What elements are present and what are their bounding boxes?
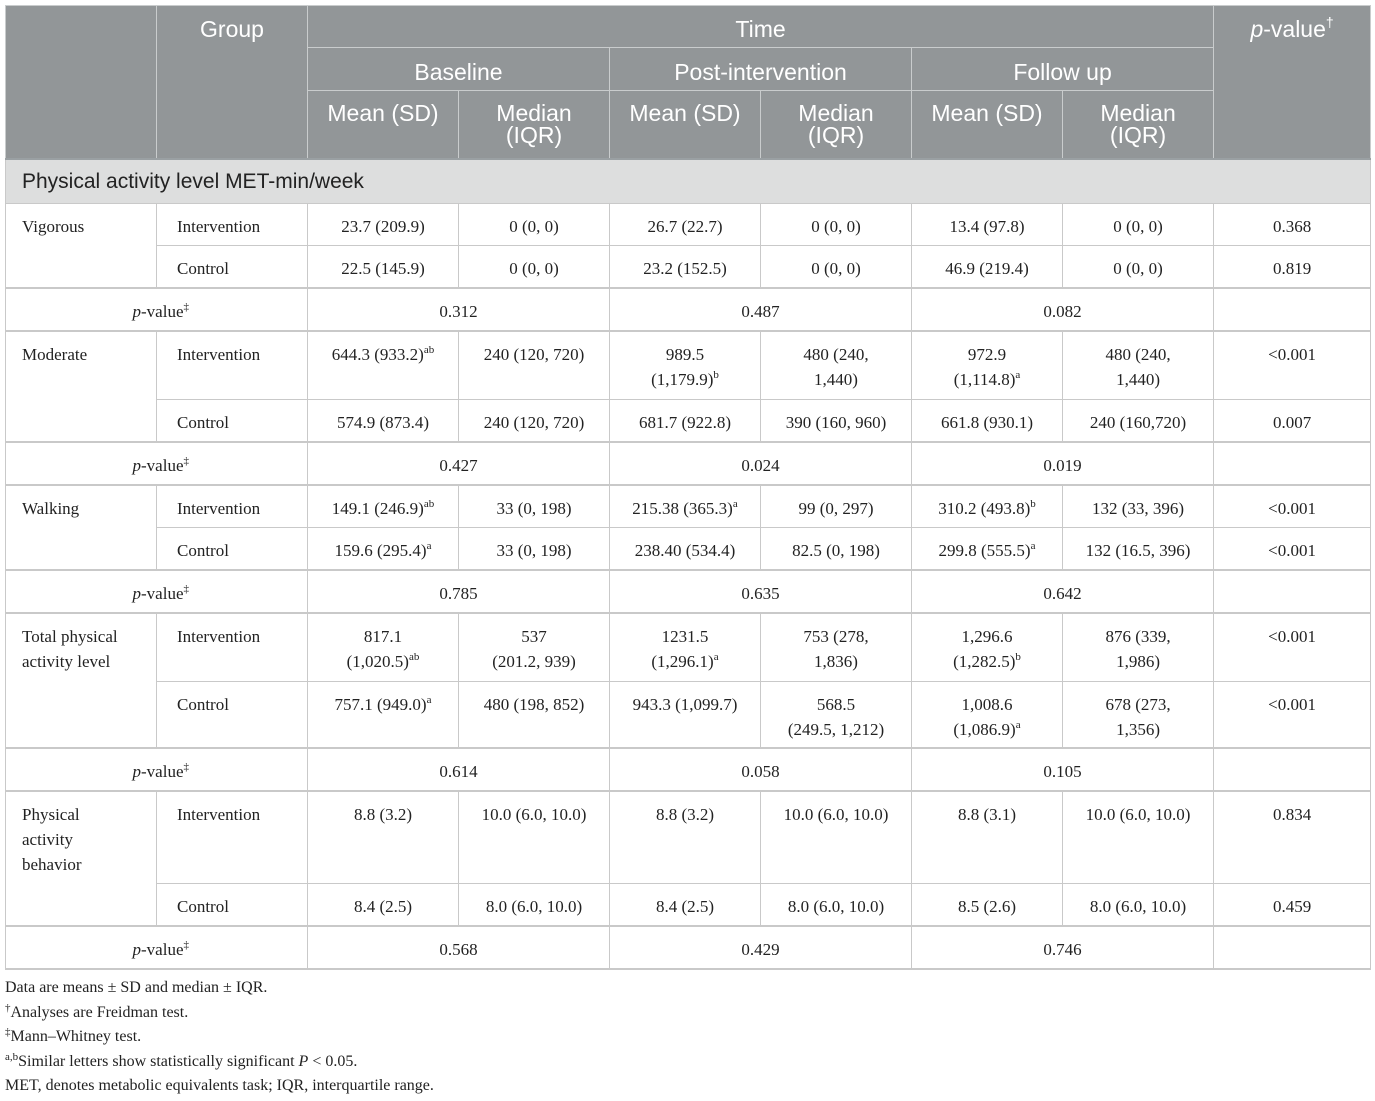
value-cell: 1231.5 $(1,296.1)^a$ bbox=[610, 613, 761, 681]
table-footnotes bbox=[5, 976, 434, 1099]
between-pvalue: 0.024 bbox=[610, 442, 912, 485]
value-cell: 46.9 (219.4) bbox=[912, 245, 1063, 288]
between-pvalue: 0.487 bbox=[610, 288, 912, 331]
pvalue-row-label: p-value‡ bbox=[6, 442, 308, 485]
group-cell: Intervention bbox=[157, 485, 308, 527]
header-post-intervention: Post-intervention bbox=[610, 48, 912, 91]
pvalue-cell: <0.001 bbox=[1214, 681, 1371, 748]
value-cell: 33 (0, 198) bbox=[459, 485, 610, 527]
value-cell: 0 (0, 0) bbox=[761, 203, 912, 245]
table-row bbox=[6, 331, 1371, 399]
group-cell: Intervention bbox=[157, 791, 308, 883]
between-pvalue: 0.746 bbox=[912, 926, 1214, 969]
between-pvalue: 0.019 bbox=[912, 442, 1214, 485]
table-row bbox=[6, 399, 1371, 442]
empty-cell bbox=[1214, 570, 1371, 613]
value-cell: 0 (0, 0) bbox=[1063, 245, 1214, 288]
group-cell: Intervention bbox=[157, 613, 308, 681]
value-cell: 0 (0, 0) bbox=[459, 203, 610, 245]
footnote: $^{a,b}$Similar letters show statistically significant P < 0.05. bbox=[5, 1050, 358, 1070]
value-cell: 240 (120, 720) bbox=[459, 399, 610, 442]
pvalue-cell: <0.001 bbox=[1214, 331, 1371, 399]
header-mean-sd: Mean (SD) bbox=[308, 91, 459, 159]
value-cell: 480 (240, 1,440) bbox=[1063, 331, 1214, 399]
value-cell: 8.8 (3.2) bbox=[610, 791, 761, 883]
table-row bbox=[6, 527, 1371, 570]
row-label-total-physical-activity: Total physical activity level bbox=[6, 613, 157, 748]
pvalue-row bbox=[6, 926, 1371, 969]
value-cell: 480 (198, 852) bbox=[459, 681, 610, 748]
value-cell: 8.8 (3.2) bbox=[308, 791, 459, 883]
value-cell: 159.6 $(295.4)^a$ bbox=[308, 527, 459, 570]
between-pvalue: 0.058 bbox=[610, 748, 912, 791]
empty-cell bbox=[1214, 926, 1371, 969]
header-baseline: Baseline bbox=[308, 48, 610, 91]
value-cell: 480 (240, 1,440) bbox=[761, 331, 912, 399]
header-time: Time bbox=[308, 6, 1214, 48]
value-cell: 972.9 $(1,114.8)^a$ bbox=[912, 331, 1063, 399]
value-cell: 681.7 (922.8) bbox=[610, 399, 761, 442]
value-cell: 23.2 (152.5) bbox=[610, 245, 761, 288]
results-table bbox=[5, 5, 1371, 970]
value-cell: 943.3 (1,099.7) bbox=[610, 681, 761, 748]
value-cell: 8.4 (2.5) bbox=[610, 883, 761, 926]
empty-cell bbox=[1214, 748, 1371, 791]
header-median-iqr: Median (IQR) bbox=[761, 91, 912, 159]
value-cell: 132 (33, 396) bbox=[1063, 485, 1214, 527]
between-pvalue: 0.312 bbox=[308, 288, 610, 331]
between-pvalue: 0.635 bbox=[610, 570, 912, 613]
value-cell: 989.5 $(1,179.9)^b$ bbox=[610, 331, 761, 399]
pvalue-row bbox=[6, 288, 1371, 331]
value-cell: 8.0 (6.0, 10.0) bbox=[459, 883, 610, 926]
between-pvalue: 0.427 bbox=[308, 442, 610, 485]
header-group: Group bbox=[157, 6, 308, 159]
table-row bbox=[6, 791, 1371, 883]
table-row bbox=[6, 613, 1371, 681]
value-cell: 82.5 (0, 198) bbox=[761, 527, 912, 570]
header-blank bbox=[6, 6, 157, 159]
value-cell: 0 (0, 0) bbox=[459, 245, 610, 288]
group-cell: Control bbox=[157, 399, 308, 442]
between-pvalue: 0.082 bbox=[912, 288, 1214, 331]
value-cell: 10.0 (6.0, 10.0) bbox=[459, 791, 610, 883]
value-cell: 644.3 $(933.2)^{ab}$ bbox=[308, 331, 459, 399]
group-cell: Control bbox=[157, 883, 308, 926]
value-cell: 215.38 $(365.3)^a$ bbox=[610, 485, 761, 527]
pvalue-cell: <0.001 bbox=[1214, 613, 1371, 681]
pvalue-cell: 0.459 bbox=[1214, 883, 1371, 926]
value-cell: 299.8 $(555.5)^a$ bbox=[912, 527, 1063, 570]
value-cell: 240 (120, 720) bbox=[459, 331, 610, 399]
value-cell: 876 (339, 1,986) bbox=[1063, 613, 1214, 681]
between-pvalue: 0.642 bbox=[912, 570, 1214, 613]
empty-cell bbox=[1214, 442, 1371, 485]
group-cell: Intervention bbox=[157, 331, 308, 399]
value-cell: 568.5 (249.5, 1,212) bbox=[761, 681, 912, 748]
table-row bbox=[6, 245, 1371, 288]
pvalue-row-label: p-value‡ bbox=[6, 926, 308, 969]
value-cell: 238.40 (534.4) bbox=[610, 527, 761, 570]
value-cell: 678 (273, 1,356) bbox=[1063, 681, 1214, 748]
value-cell: 10.0 (6.0, 10.0) bbox=[761, 791, 912, 883]
value-cell: 661.8 (930.1) bbox=[912, 399, 1063, 442]
group-cell: Control bbox=[157, 681, 308, 748]
header-mean-sd: Mean (SD) bbox=[912, 91, 1063, 159]
pvalue-cell: <0.001 bbox=[1214, 527, 1371, 570]
value-cell: 240 (160,720) bbox=[1063, 399, 1214, 442]
value-cell: 8.8 (3.1) bbox=[912, 791, 1063, 883]
value-cell: 23.7 (209.9) bbox=[308, 203, 459, 245]
pvalue-cell: 0.368 bbox=[1214, 203, 1371, 245]
between-pvalue: 0.568 bbox=[308, 926, 610, 969]
pvalue-row-label: p-value‡ bbox=[6, 748, 308, 791]
pvalue-cell: 0.834 bbox=[1214, 791, 1371, 883]
value-cell: 757.1 $(949.0)^a$ bbox=[308, 681, 459, 748]
pvalue-cell: 0.819 bbox=[1214, 245, 1371, 288]
section-title: Physical activity level MET-min/week bbox=[6, 159, 1371, 204]
value-cell: 13.4 (97.8) bbox=[912, 203, 1063, 245]
header-follow-up: Follow up bbox=[912, 48, 1214, 91]
empty-cell bbox=[1214, 288, 1371, 331]
value-cell: 753 (278, 1,836) bbox=[761, 613, 912, 681]
table-row bbox=[6, 681, 1371, 748]
footnote: †Analyses are Freidman test. bbox=[5, 1001, 189, 1021]
between-pvalue: 0.614 bbox=[308, 748, 610, 791]
header-median-iqr: Median (IQR) bbox=[459, 91, 610, 159]
value-cell: 33 (0, 198) bbox=[459, 527, 610, 570]
group-cell: Control bbox=[157, 527, 308, 570]
pvalue-row bbox=[6, 748, 1371, 791]
value-cell: 8.5 (2.6) bbox=[912, 883, 1063, 926]
header-pvalue: p-value† bbox=[1214, 6, 1371, 159]
value-cell: 817.1 $(1,020.5)^{ab}$ bbox=[308, 613, 459, 681]
pvalue-cell: 0.007 bbox=[1214, 399, 1371, 442]
value-cell: 537 (201.2, 939) bbox=[459, 613, 610, 681]
value-cell: 10.0 (6.0, 10.0) bbox=[1063, 791, 1214, 883]
table-row bbox=[6, 203, 1371, 245]
footnote: MET, denotes metabolic equivalents task; IQR, interquartile range. bbox=[5, 1077, 434, 1094]
pvalue-row bbox=[6, 570, 1371, 613]
group-cell: Intervention bbox=[157, 203, 308, 245]
pvalue-row bbox=[6, 442, 1371, 485]
between-pvalue: 0.105 bbox=[912, 748, 1214, 791]
header-mean-sd: Mean (SD) bbox=[610, 91, 761, 159]
value-cell: 8.0 (6.0, 10.0) bbox=[1063, 883, 1214, 926]
value-cell: 574.9 (873.4) bbox=[308, 399, 459, 442]
row-label-walking: Walking bbox=[6, 485, 157, 570]
group-cell: Control bbox=[157, 245, 308, 288]
value-cell: 149.1 $(246.9)^{ab}$ bbox=[308, 485, 459, 527]
between-pvalue: 0.785 bbox=[308, 570, 610, 613]
footnote: ‡Mann–Whitney test. bbox=[5, 1026, 142, 1045]
value-cell: 26.7 (22.7) bbox=[610, 203, 761, 245]
value-cell: 22.5 (145.9) bbox=[308, 245, 459, 288]
row-label-vigorous: Vigorous bbox=[6, 203, 157, 288]
between-pvalue: 0.429 bbox=[610, 926, 912, 969]
value-cell: 8.0 (6.0, 10.0) bbox=[761, 883, 912, 926]
value-cell: 132 (16.5, 396) bbox=[1063, 527, 1214, 570]
value-cell: 8.4 (2.5) bbox=[308, 883, 459, 926]
pvalue-row-label: p-value‡ bbox=[6, 570, 308, 613]
row-label-physical-activity-behavior: Physical activity behavior bbox=[6, 791, 157, 926]
table-row bbox=[6, 883, 1371, 926]
row-label-moderate: Moderate bbox=[6, 331, 157, 442]
value-cell: 1,008.6 $(1,086.9)^a$ bbox=[912, 681, 1063, 748]
value-cell: 99 (0, 297) bbox=[761, 485, 912, 527]
value-cell: 1,296.6 $(1,282.5)^b$ bbox=[912, 613, 1063, 681]
value-cell: 390 (160, 960) bbox=[761, 399, 912, 442]
value-cell: 0 (0, 0) bbox=[1063, 203, 1214, 245]
pvalue-cell: <0.001 bbox=[1214, 485, 1371, 527]
value-cell: 310.2 $(493.8)^b$ bbox=[912, 485, 1063, 527]
header-median-iqr: Median (IQR) bbox=[1063, 91, 1214, 159]
value-cell: 0 (0, 0) bbox=[761, 245, 912, 288]
table-container bbox=[5, 5, 1370, 970]
pvalue-row-label: p-value‡ bbox=[6, 288, 308, 331]
footnote: Data are means ± SD and median ± IQR. bbox=[5, 979, 268, 996]
table-row bbox=[6, 485, 1371, 527]
